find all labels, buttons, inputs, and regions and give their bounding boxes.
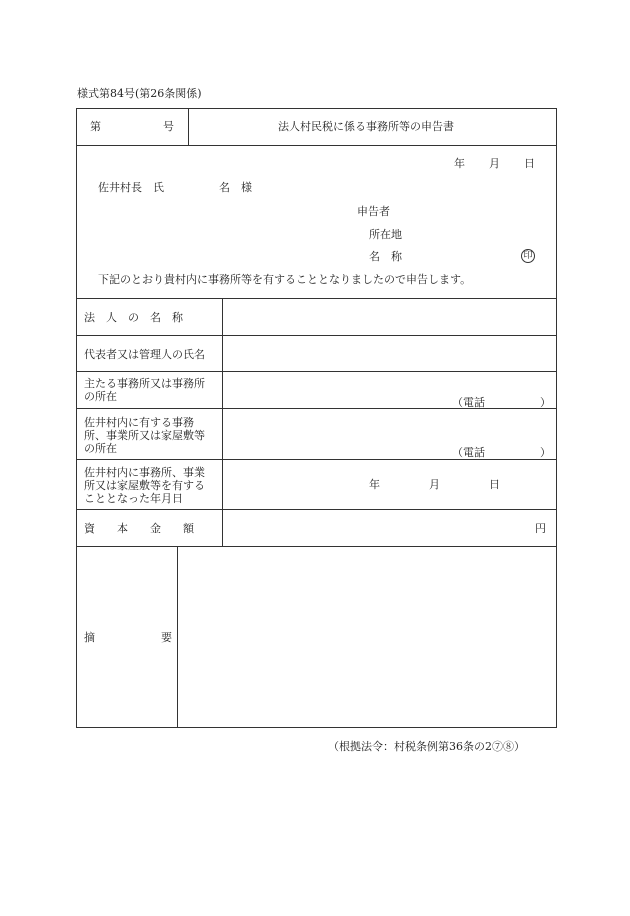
declaration: 下記のとおり貴村内に事務所等を有することとなりましたので申告します。 [98,273,472,286]
representative-label: 代表者又は管理人の氏名 [84,348,205,361]
acquired-label-line2: 所又は家屋敷等を有する [84,479,205,492]
date-month-label: 月 [489,157,500,170]
addressee: 佐井村長 氏 [98,181,164,194]
main-office-label-line2: の所在 [84,390,117,403]
location-label: 所在地 [369,228,402,241]
local-office-label-line1: 佐井村内に有する事務 [84,416,194,429]
legal-basis: （根拠法令：村税条例第36条の2⑦⑧） [328,740,525,753]
divider [76,459,557,460]
local-office-label-line2: 所、事業所又は家屋敷等 [84,429,205,442]
seal-mark: 印 [521,249,535,263]
acquired-day-label: 日 [489,478,500,491]
number-label-suffix: 号 [163,120,174,133]
divider [76,335,557,336]
acquired-month-label: 月 [429,478,440,491]
phone-field-1: （電話 ） [452,396,551,409]
capital-unit: 円 [535,522,546,535]
summary-label-1: 摘 [84,631,95,644]
local-office-label-line3: の所在 [84,442,117,455]
summary-label-2: 要 [161,631,172,644]
acquired-year-label: 年 [369,478,380,491]
capital-label: 資 本 金 額 [84,522,194,535]
divider [76,509,557,510]
divider [177,546,178,728]
acquired-label-line3: こととなった年月日 [84,492,183,505]
acquired-label-line1: 佐井村内に事務所、事業 [84,466,205,479]
divider [76,298,557,299]
form-number: 様式第84号(第26条関係) [77,87,202,100]
corp-name-label: 法 人 の 名 称 [84,311,183,324]
main-office-label-line1: 主たる事務所又は事務所 [84,377,205,390]
divider [188,108,189,146]
addressee-name: 名 様 [219,181,252,194]
divider [76,408,557,409]
form-title: 法人村民税に係る事務所等の申告書 [278,120,454,133]
name-label: 名 称 [369,250,402,263]
phone-field-2: （電話 ） [452,446,551,459]
applicant-label: 申告者 [357,205,390,218]
number-label-prefix: 第 [90,120,101,133]
divider [76,371,557,372]
date-day-label: 日 [524,157,535,170]
date-year-label: 年 [454,157,465,170]
divider [76,546,557,547]
divider [76,145,557,146]
